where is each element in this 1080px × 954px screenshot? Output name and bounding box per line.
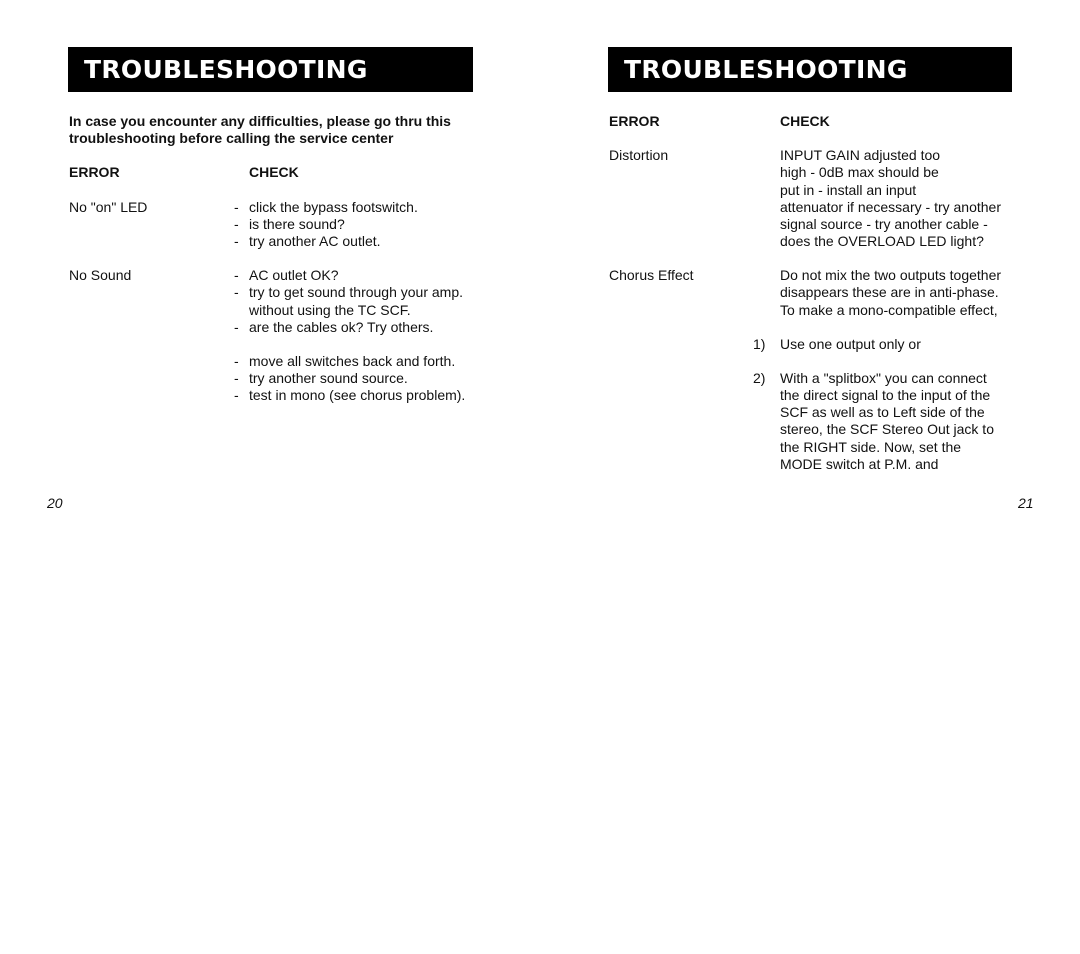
bullet: - <box>234 387 239 403</box>
check-column-header: CHECK <box>249 164 299 180</box>
error-column-header: ERROR <box>69 164 120 180</box>
bullet: - <box>234 319 239 335</box>
list-number: 2) <box>753 370 766 386</box>
check-line: To make a mono-compatible effect, <box>780 302 998 318</box>
error-column-header: ERROR <box>609 113 660 129</box>
check-item: try another sound source. <box>249 370 408 386</box>
check-item-continued: without using the TC SCF. <box>249 302 411 318</box>
intro-line-1: In case you encounter any difficulties, please go thru this <box>69 113 451 129</box>
bullet: - <box>234 199 239 215</box>
left-page-title: TROUBLESHOOTING <box>68 47 473 92</box>
page-number-left: 20 <box>47 495 63 511</box>
check-item: move all switches back and forth. <box>249 353 456 369</box>
check-line: Do not mix the two outputs together <box>780 267 1002 283</box>
bullet: - <box>234 267 239 283</box>
bullet: - <box>234 233 239 249</box>
page-number-right: 21 <box>1018 495 1034 511</box>
check-line: disappears these are in anti-phase. <box>780 284 999 300</box>
error-label: Chorus Effect <box>609 267 694 283</box>
check-line: attenuator if necessary - try another <box>780 199 1001 215</box>
check-item: click the bypass footswitch. <box>249 199 418 215</box>
numbered-item-line: MODE switch at P.M. and <box>780 456 939 472</box>
check-item: try to get sound through your amp. <box>249 284 464 300</box>
numbered-item-line: With a "splitbox" you can connect <box>780 370 987 386</box>
check-item: are the cables ok? Try others. <box>249 319 434 335</box>
error-label: No Sound <box>69 267 132 283</box>
check-item: test in mono (see chorus problem). <box>249 387 466 403</box>
bullet: - <box>234 370 239 386</box>
bullet: - <box>234 353 239 369</box>
check-line: high - 0dB max should be <box>780 164 939 180</box>
check-line: does the OVERLOAD LED light? <box>780 233 984 249</box>
bullet: - <box>234 284 239 300</box>
numbered-item-line: Use one output only or <box>780 336 921 352</box>
numbered-item-line: the RIGHT side. Now, set the <box>780 439 962 455</box>
numbered-item-line: stereo, the SCF Stereo Out jack to <box>780 421 994 437</box>
check-line: signal source - try another cable - <box>780 216 988 232</box>
check-item: try another AC outlet. <box>249 233 381 249</box>
check-column-header: CHECK <box>780 113 830 129</box>
numbered-item-line: the direct signal to the input of the <box>780 387 991 403</box>
check-item: is there sound? <box>249 216 345 232</box>
check-line: INPUT GAIN adjusted too <box>780 147 941 163</box>
error-label: Distortion <box>609 147 669 163</box>
check-item: AC outlet OK? <box>249 267 339 283</box>
numbered-item-line: SCF as well as to Left side of the <box>780 404 985 420</box>
error-label: No "on" LED <box>69 199 148 215</box>
intro-line-2: troubleshooting before calling the service center <box>69 130 394 146</box>
check-line: put in - install an input <box>780 182 917 198</box>
list-number: 1) <box>753 336 766 352</box>
bullet: - <box>234 216 239 232</box>
right-page-title: TROUBLESHOOTING <box>608 47 1012 92</box>
